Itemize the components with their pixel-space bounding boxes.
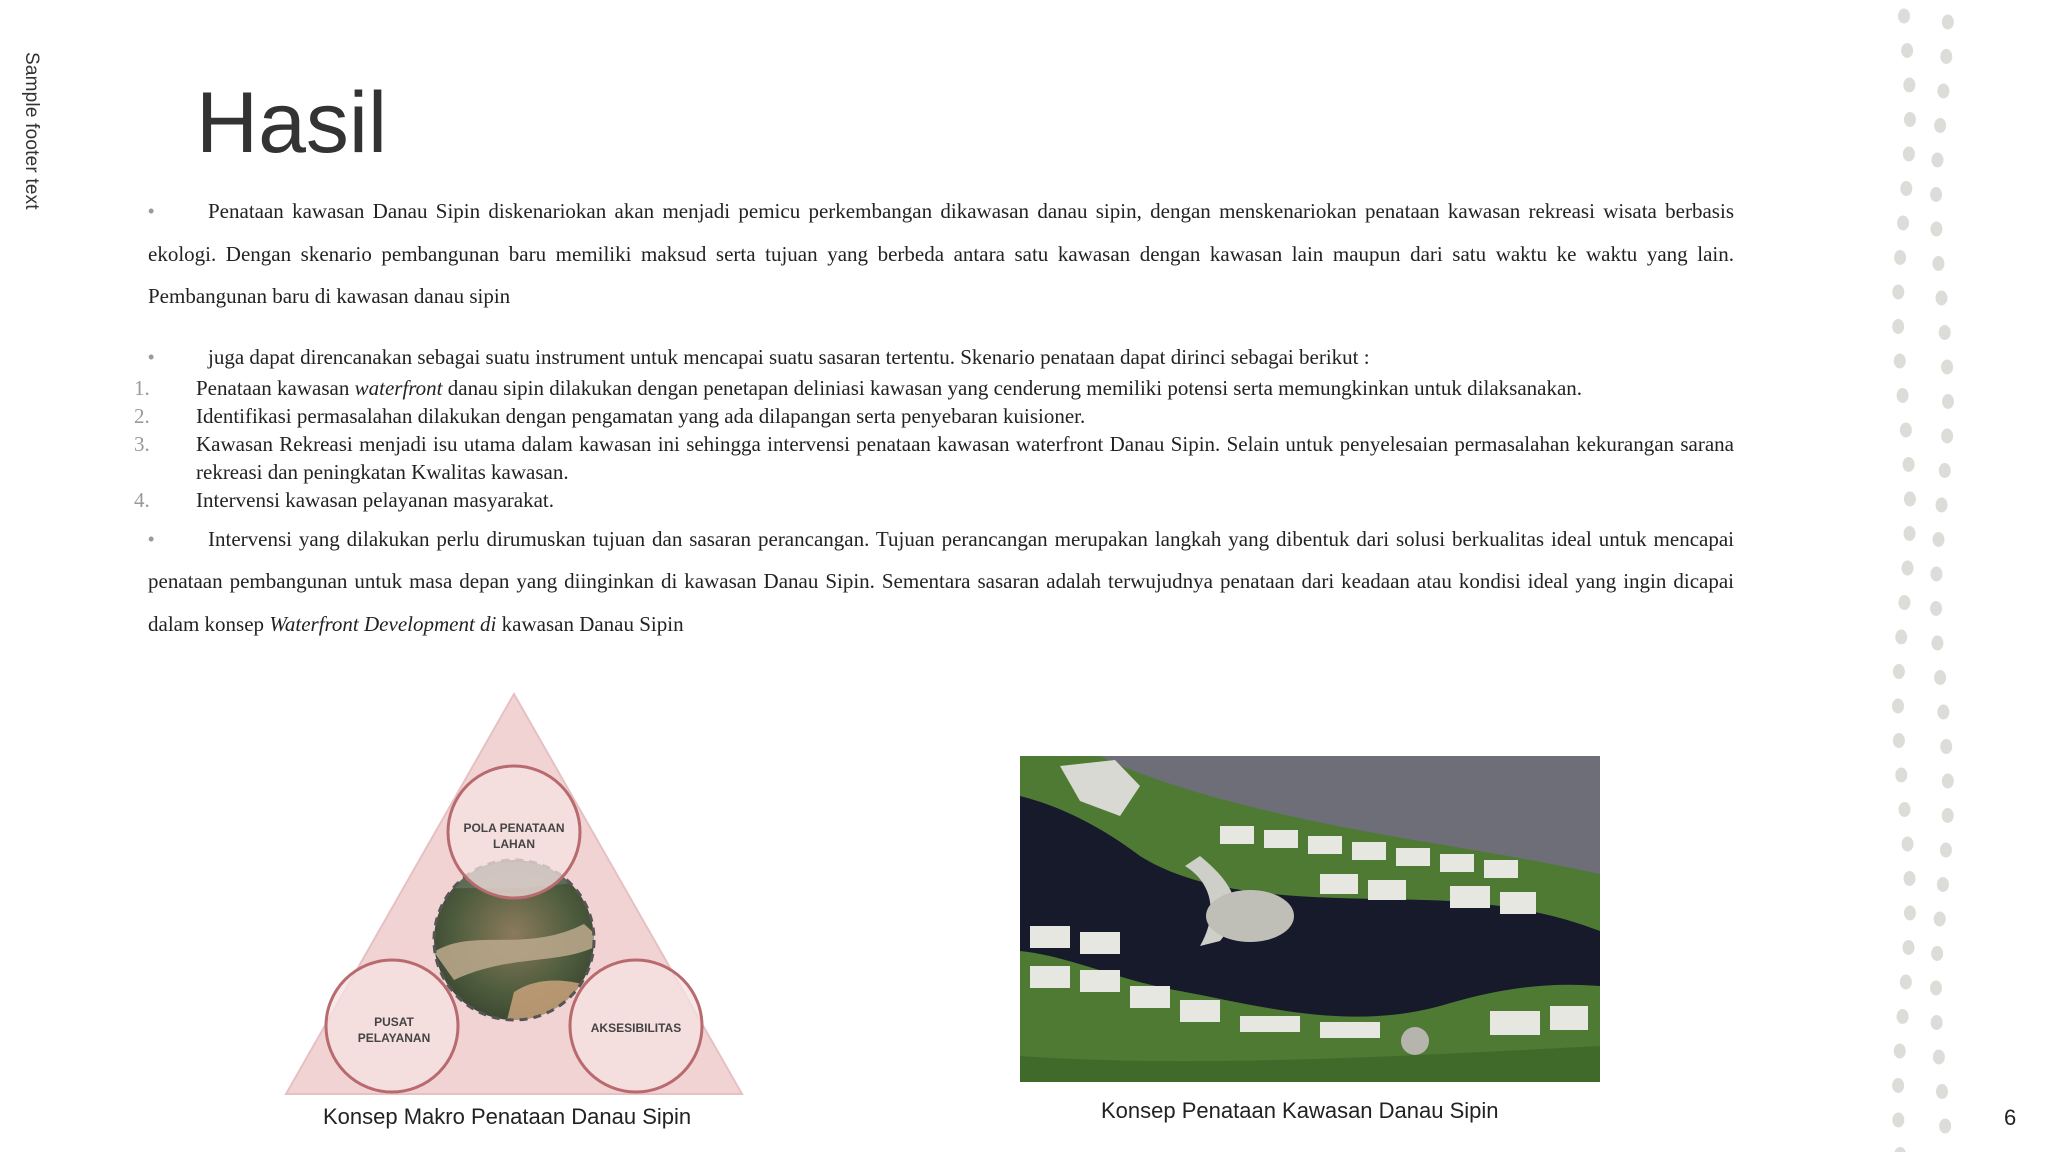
decor-dot bbox=[1900, 181, 1912, 196]
decor-dot bbox=[1892, 699, 1904, 714]
label-service-1: PUSAT bbox=[374, 1015, 414, 1029]
decor-dot bbox=[1904, 492, 1916, 507]
decor-dot bbox=[1899, 802, 1911, 817]
decor-dot bbox=[1900, 423, 1912, 438]
decor-dot bbox=[1933, 1050, 1945, 1065]
decor-dot bbox=[1895, 768, 1907, 783]
decor-dot bbox=[1931, 153, 1943, 168]
decor-dot bbox=[1940, 843, 1952, 858]
decor-dot bbox=[1936, 291, 1948, 306]
decor-dot bbox=[1930, 187, 1942, 202]
decor-dot bbox=[1900, 975, 1912, 990]
label-accessibility: AKSESIBILITAS bbox=[590, 1021, 682, 1035]
list-item: 1. Penataan kawasan waterfront danau sipin dilakukan dengan penetapan deliniasi kawasan yang cenderung memiliki potensi serta memungkinkan untuk dilaksanakan. bbox=[134, 375, 1583, 400]
decor-dot bbox=[1931, 946, 1943, 961]
decor-dot bbox=[1939, 1119, 1951, 1134]
label-land-use-2: LAHAN bbox=[493, 837, 535, 851]
macro-concept-diagram bbox=[284, 692, 744, 1096]
decor-dot bbox=[1893, 664, 1905, 679]
decor-dot bbox=[1936, 498, 1948, 513]
decor-dot bbox=[1941, 429, 1953, 444]
caption-right: Konsep Penataan Kawasan Danau Sipin bbox=[1101, 1098, 1499, 1123]
decor-dot bbox=[1898, 9, 1910, 24]
decor-dot bbox=[1939, 325, 1951, 340]
paragraph-1 bbox=[148, 190, 1734, 318]
caption-left: Konsep Makro Penataan Danau Sipin bbox=[323, 1104, 692, 1129]
decor-dot bbox=[1934, 118, 1946, 133]
decor-dot bbox=[1930, 981, 1942, 996]
decor-dot bbox=[1937, 705, 1949, 720]
decor-dot bbox=[1904, 112, 1916, 127]
decor-dot bbox=[1942, 394, 1954, 409]
decor-dot bbox=[1894, 1044, 1906, 1059]
decor-dot bbox=[1930, 567, 1942, 582]
decor-dot bbox=[1940, 49, 1952, 64]
decor-dot bbox=[1932, 532, 1944, 547]
decor-dot bbox=[1892, 285, 1904, 300]
body-text bbox=[134, 190, 1734, 645]
decor-dot bbox=[1895, 630, 1907, 645]
slide-title: Hasil bbox=[196, 75, 388, 171]
decor-dot bbox=[1942, 774, 1954, 789]
site-plan-image bbox=[1020, 756, 1600, 1082]
decor-dot bbox=[1901, 43, 1913, 58]
decor-dot bbox=[1894, 354, 1906, 369]
bullet-icon: • bbox=[148, 201, 155, 221]
page-number: 6 bbox=[2004, 1105, 2017, 1130]
decor-dot bbox=[1897, 388, 1909, 403]
decor-dot bbox=[1931, 636, 1943, 651]
decor-dot bbox=[1903, 940, 1915, 955]
decor-dot bbox=[1903, 147, 1915, 162]
list-item: 2. Identifikasi permasalahan dilakukan dengan pengamatan yang ada dilapangan serta penyebaran kuisioner. bbox=[134, 403, 1086, 428]
decor-dot bbox=[1937, 84, 1949, 99]
list-item: 4. Intervensi kawasan pelayanan masyarakat. bbox=[134, 487, 555, 512]
decor-dot bbox=[1934, 670, 1946, 685]
decor-dot bbox=[1904, 871, 1916, 886]
paragraph-3: • Intervensi yang dilakukan perlu dirumuskan tujuan dan sasaran perancangan. Tujuan perancangan merupakan langkah yang dibentuk dari solusi berkualitas ideal untuk mencapai penataan pembangunan untuk masa depan yang diinginkan di kawasan Danau Sipin. Sementara sasaran adalah terwujudnya penataan dari keadaan atau kondisi ideal yang ingin dicapai dalam konsep Waterfront Development di kawasan Danau Sipin bbox=[148, 518, 1734, 646]
decor-dot bbox=[1903, 457, 1915, 472]
decor-dot bbox=[1892, 1113, 1904, 1128]
decor-dot bbox=[1892, 1078, 1904, 1093]
decorative-dots bbox=[1880, 0, 1970, 1152]
label-service-2: PELAYANAN bbox=[357, 1031, 431, 1045]
decor-dot bbox=[1902, 561, 1914, 576]
bullet-icon: • bbox=[148, 346, 155, 367]
label-land-use-1: POLA PENATAAN bbox=[463, 821, 565, 835]
decor-dot bbox=[1932, 256, 1944, 271]
decor-dot bbox=[1898, 595, 1910, 610]
scenario-list bbox=[134, 374, 1734, 514]
decor-dot bbox=[1930, 222, 1942, 237]
decor-dot bbox=[1930, 601, 1942, 616]
decor-dot bbox=[1942, 808, 1954, 823]
decor-dot bbox=[1903, 78, 1915, 93]
paragraph-1-text: Penataan kawasan Danau Sipin diskenariokan akan menjadi pemicu perkembangan dikawasan danau sipin, dengan menskenariokan penataan kawasan rekreasi wisata berbasis ekologi. Dengan skenario pembangunan baru memiliki maksud serta tujuan yang berbeda antara satu kawasan dengan kawasan lain maupun dari satu waktu ke waktu yang lain. Pembangunan baru di kawasan danau sipin bbox=[148, 199, 1734, 308]
paragraph-2 bbox=[148, 342, 1734, 372]
decor-dot bbox=[1931, 1015, 1943, 1030]
decor-dot bbox=[1894, 1147, 1906, 1152]
decor-dot bbox=[1894, 250, 1906, 265]
list-item: 3. Kawasan Rekreasi menjadi isu utama dalam kawasan ini sehingga intervensi penataan kawasan waterfront Danau Sipin. Selain untuk penyelesaian permasalahan kekurangan sarana rekreasi dan peningkatan Kwalitas kawasan. bbox=[134, 431, 1734, 484]
decor-dot bbox=[1942, 15, 1954, 30]
decor-dot bbox=[1936, 1084, 1948, 1099]
decor-dot bbox=[1892, 319, 1904, 334]
decor-dot bbox=[1904, 906, 1916, 921]
decor-dot bbox=[1937, 877, 1949, 892]
decor-dot bbox=[1897, 216, 1909, 231]
decor-dot bbox=[1939, 463, 1951, 478]
decor-dot bbox=[1940, 739, 1952, 754]
decor-dot bbox=[1893, 733, 1905, 748]
bullet-icon: • bbox=[148, 528, 155, 549]
decor-dot bbox=[1904, 526, 1916, 541]
decor-dot bbox=[1934, 912, 1946, 927]
footer-text: Sample footer text bbox=[21, 52, 42, 210]
decor-dot bbox=[1941, 360, 1953, 375]
decor-dot bbox=[1902, 837, 1914, 852]
paragraph-2-text: juga dapat direncanakan sebagai suatu instrument untuk mencapai suatu sasaran tertentu. Skenario penataan dapat dirinci sebagai berikut : bbox=[208, 344, 1370, 369]
decor-dot bbox=[1897, 1009, 1909, 1024]
